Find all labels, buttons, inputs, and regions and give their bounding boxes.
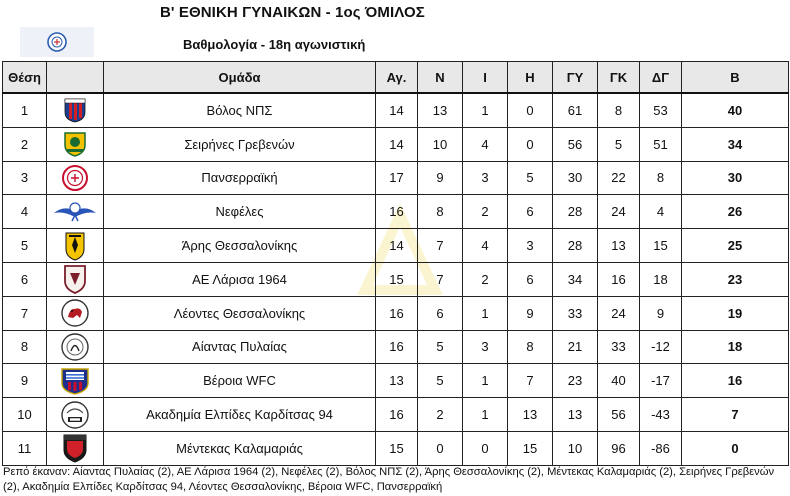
pts-cell: 18 [682, 330, 789, 364]
crest-cell [47, 195, 104, 229]
gd-cell: 51 [640, 127, 682, 161]
gd-cell: -86 [640, 431, 682, 465]
gf-cell: 28 [553, 195, 598, 229]
played-cell: 16 [376, 296, 418, 330]
gd-cell: 8 [640, 161, 682, 195]
pts-cell: 0 [682, 431, 789, 465]
gf-cell: 61 [553, 93, 598, 127]
wins-cell: 6 [418, 296, 463, 330]
wins-cell: 2 [418, 398, 463, 432]
wins-cell: 7 [418, 229, 463, 263]
ga-cell: 8 [598, 93, 640, 127]
played-cell: 14 [376, 127, 418, 161]
gd-cell: -43 [640, 398, 682, 432]
losses-cell: 13 [508, 398, 553, 432]
table-row [3, 262, 789, 296]
table-row [3, 93, 789, 127]
team-cell: Άρης Θεσσαλονίκης [104, 229, 376, 263]
pts-cell: 23 [682, 262, 789, 296]
losses-cell: 9 [508, 296, 553, 330]
wins-cell: 9 [418, 161, 463, 195]
pos-cell: 5 [3, 229, 47, 263]
wins-cell: 10 [418, 127, 463, 161]
played-cell: 16 [376, 398, 418, 432]
crest-cell [47, 364, 104, 398]
aris-crest-icon [63, 231, 87, 261]
ga-cell: 56 [598, 398, 640, 432]
losses-cell: 6 [508, 195, 553, 229]
nefeles-crest-icon [52, 199, 98, 225]
gd-cell: 15 [640, 229, 682, 263]
wins-cell: 0 [418, 431, 463, 465]
crest-cell [47, 161, 104, 195]
gf-cell: 28 [553, 229, 598, 263]
gf-cell: 13 [553, 398, 598, 432]
played-cell: 16 [376, 195, 418, 229]
pos-cell: 9 [3, 364, 47, 398]
gd-cell: 4 [640, 195, 682, 229]
pts-cell: 16 [682, 364, 789, 398]
played-cell: 14 [376, 93, 418, 127]
federation-logo-icon [46, 30, 68, 54]
losses-cell: 3 [508, 229, 553, 263]
crest-cell [47, 93, 104, 127]
table-row [3, 195, 789, 229]
pos-cell: 11 [3, 431, 47, 465]
crest-cell [47, 262, 104, 296]
col-header-pos: Θέση [3, 62, 47, 94]
draws-cell: 2 [463, 195, 508, 229]
draws-cell: 4 [463, 127, 508, 161]
elpides-crest-icon [60, 400, 90, 430]
ga-cell: 13 [598, 229, 640, 263]
volos-crest-icon [61, 96, 89, 124]
draws-cell: 1 [463, 93, 508, 127]
played-cell: 17 [376, 161, 418, 195]
losses-cell: 15 [508, 431, 553, 465]
pos-cell: 4 [3, 195, 47, 229]
wins-cell: 8 [418, 195, 463, 229]
gd-cell: 53 [640, 93, 682, 127]
team-cell: Ακαδημία Ελπίδες Καρδίτσας 94 [104, 398, 376, 432]
team-cell: Σειρήνες Γρεβενών [104, 127, 376, 161]
team-cell: Αίαντας Πυλαίας [104, 330, 376, 364]
gd-cell: 18 [640, 262, 682, 296]
panserraiki-crest-icon [61, 164, 89, 192]
pts-cell: 40 [682, 93, 789, 127]
veroia-crest-icon [60, 367, 90, 395]
gf-cell: 23 [553, 364, 598, 398]
draws-cell: 3 [463, 330, 508, 364]
ga-cell: 5 [598, 127, 640, 161]
draws-cell: 1 [463, 364, 508, 398]
pos-cell: 7 [3, 296, 47, 330]
page-title: Β' ΕΘΝΙΚΗ ΓΥΝΑΙΚΩΝ - 1ος ΌΜΙΛΟΣ [160, 4, 425, 21]
pts-cell: 7 [682, 398, 789, 432]
wins-cell: 5 [418, 330, 463, 364]
losses-cell: 0 [508, 93, 553, 127]
federation-logo [20, 27, 94, 57]
standings-table [2, 61, 789, 466]
col-header-draws: Ι [463, 62, 508, 94]
draws-cell: 0 [463, 431, 508, 465]
gf-cell: 21 [553, 330, 598, 364]
gf-cell: 30 [553, 161, 598, 195]
draws-cell: 3 [463, 161, 508, 195]
team-cell: ΑΕ Λάρισα 1964 [104, 262, 376, 296]
played-cell: 15 [376, 262, 418, 296]
played-cell: 15 [376, 431, 418, 465]
gd-cell: -17 [640, 364, 682, 398]
table-row [3, 364, 789, 398]
gf-cell: 56 [553, 127, 598, 161]
team-cell: Βέροια WFC [104, 364, 376, 398]
col-header-gd: ΔΓ [640, 62, 682, 94]
played-cell: 13 [376, 364, 418, 398]
gf-cell: 10 [553, 431, 598, 465]
losses-cell: 0 [508, 127, 553, 161]
gf-cell: 33 [553, 296, 598, 330]
larisa-crest-icon [62, 264, 88, 294]
crest-cell [47, 431, 104, 465]
pts-cell: 25 [682, 229, 789, 263]
pos-cell: 1 [3, 93, 47, 127]
draws-cell: 1 [463, 296, 508, 330]
wins-cell: 7 [418, 262, 463, 296]
leontes-crest-icon [60, 298, 90, 328]
ga-cell: 40 [598, 364, 640, 398]
page-header [0, 0, 790, 62]
gf-cell: 34 [553, 262, 598, 296]
table-row [3, 161, 789, 195]
col-header-pts: Β [682, 62, 789, 94]
pts-cell: 19 [682, 296, 789, 330]
table-row [3, 398, 789, 432]
gd-cell: -12 [640, 330, 682, 364]
aiantas-crest-icon [60, 332, 90, 362]
ga-cell: 96 [598, 431, 640, 465]
team-cell: Λέοντες Θεσσαλονίκης [104, 296, 376, 330]
col-header-losses: Η [508, 62, 553, 94]
crest-cell [47, 398, 104, 432]
played-cell: 14 [376, 229, 418, 263]
page-subtitle: Βαθμολογία - 18η αγωνιστική [183, 37, 366, 52]
draws-cell: 4 [463, 229, 508, 263]
crest-cell [47, 330, 104, 364]
team-cell: Νεφέλες [104, 195, 376, 229]
table-row [3, 229, 789, 263]
losses-cell: 7 [508, 364, 553, 398]
table-row [3, 330, 789, 364]
ga-cell: 16 [598, 262, 640, 296]
team-cell: Μέντεκας Καλαμαριάς [104, 431, 376, 465]
bye-note: Ρεπό έκαναν: Αίαντας Πυλαίας (2), ΑΕ Λάρισα 1964 (2), Νεφέλες (2), Βόλος ΝΠΣ (2), Άρης Θεσσαλονίκης (2), Μέντεκας Καλαμαριάς (2), Σειρήνες Γρεβενών (2), Ακαδημία Ελπίδες Καρδίτσας 94, Λέοντες Θεσσαλονίκης, Βέροια WFC, Πανσερραϊκή [3, 466, 775, 493]
losses-cell: 6 [508, 262, 553, 296]
ga-cell: 24 [598, 195, 640, 229]
played-cell: 16 [376, 330, 418, 364]
crest-cell [47, 127, 104, 161]
table-row [3, 127, 789, 161]
crest-cell [47, 229, 104, 263]
table-row [3, 296, 789, 330]
pos-cell: 3 [3, 161, 47, 195]
mentekas-crest-icon [61, 433, 89, 463]
pts-cell: 34 [682, 127, 789, 161]
draws-cell: 1 [463, 398, 508, 432]
pos-cell: 8 [3, 330, 47, 364]
ga-cell: 22 [598, 161, 640, 195]
pos-cell: 6 [3, 262, 47, 296]
draws-cell: 2 [463, 262, 508, 296]
col-header-gf: ΓΥ [553, 62, 598, 94]
table-row [3, 431, 789, 465]
pos-cell: 10 [3, 398, 47, 432]
team-cell: Πανσερραϊκή [104, 161, 376, 195]
team-cell: Βόλος ΝΠΣ [104, 93, 376, 127]
pts-cell: 30 [682, 161, 789, 195]
col-header-crest [47, 62, 104, 94]
pos-cell: 2 [3, 127, 47, 161]
pts-cell: 26 [682, 195, 789, 229]
col-header-played: Αγ. [376, 62, 418, 94]
standings-body [3, 93, 789, 465]
col-header-ga: ΓΚ [598, 62, 640, 94]
seirines-crest-icon [61, 130, 89, 158]
ga-cell: 33 [598, 330, 640, 364]
table-header-row [3, 62, 789, 94]
ga-cell: 24 [598, 296, 640, 330]
wins-cell: 13 [418, 93, 463, 127]
losses-cell: 5 [508, 161, 553, 195]
wins-cell: 5 [418, 364, 463, 398]
crest-cell [47, 296, 104, 330]
col-header-wins: Ν [418, 62, 463, 94]
losses-cell: 8 [508, 330, 553, 364]
col-header-team: Ομάδα [104, 62, 376, 94]
gd-cell: 9 [640, 296, 682, 330]
